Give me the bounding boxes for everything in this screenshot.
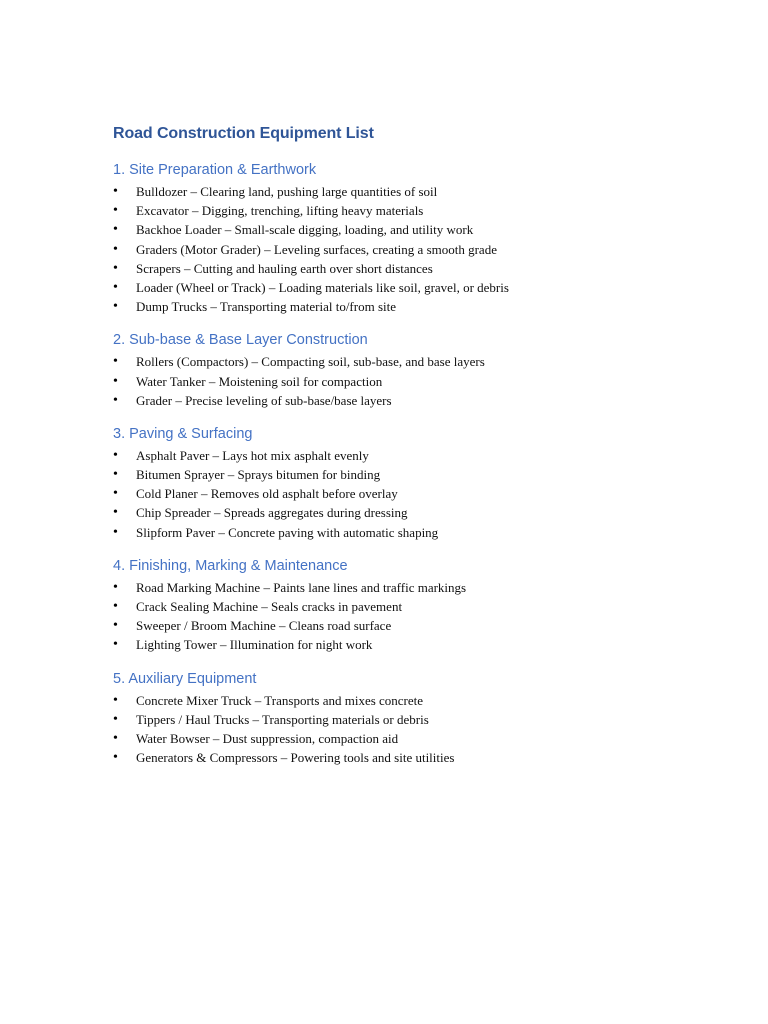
list-item-text: Water Tanker – Moistening soil for compaction	[136, 373, 383, 389]
list-item	[113, 748, 713, 767]
list-item-text: Excavator – Digging, trenching, lifting heavy materials	[136, 203, 424, 219]
section-list	[113, 691, 713, 768]
bullet-icon: •	[113, 222, 118, 238]
section-list	[113, 578, 713, 655]
bullet-icon: •	[113, 730, 118, 746]
section-spacer	[113, 316, 713, 330]
list-item-text: Bitumen Sprayer – Sprays bitumen for binding	[136, 467, 381, 483]
section-spacer	[113, 542, 713, 556]
list-item	[113, 391, 713, 410]
list-item-text: Water Bowser – Dust suppression, compaction aid	[136, 730, 399, 746]
section-spacer	[113, 410, 713, 424]
bullet-icon: •	[113, 241, 118, 257]
list-item	[113, 503, 713, 522]
list-item	[113, 616, 713, 635]
bullet-icon: •	[113, 203, 118, 219]
bullet-icon: •	[113, 447, 118, 463]
list-item	[113, 278, 713, 297]
bullet-icon: •	[113, 637, 118, 653]
list-item-text: Tippers / Haul Trucks – Transporting materials or debris	[136, 711, 429, 727]
section-list	[113, 182, 713, 316]
list-item-text: Slipform Paver – Concrete paving with automatic shaping	[136, 524, 439, 540]
list-item-text: Sweeper / Broom Machine – Cleans road surface	[136, 618, 392, 634]
bullet-icon: •	[113, 579, 118, 595]
section-heading: 4. Finishing, Marking & Maintenance	[113, 557, 348, 574]
bullet-icon: •	[113, 599, 118, 614]
list-item	[113, 182, 713, 201]
bullet-icon: •	[113, 486, 118, 502]
document-title: Road Construction Equipment List	[113, 125, 374, 142]
list-item-text: Crack Sealing Machine – Seals cracks in pavement	[136, 599, 403, 614]
section-heading: 3. Paving & Surfacing	[113, 425, 253, 442]
bullet-icon: •	[113, 299, 118, 315]
list-item	[113, 446, 713, 465]
section-heading: 5. Auxiliary Equipment	[113, 670, 257, 687]
section-heading: 1. Site Preparation & Earthwork	[113, 162, 317, 178]
bullet-icon: •	[113, 260, 118, 276]
list-item	[113, 635, 713, 654]
list-item	[113, 259, 713, 278]
bullet-icon: •	[113, 711, 118, 727]
section-list	[113, 352, 713, 410]
list-item	[113, 523, 713, 542]
bullet-icon: •	[113, 467, 118, 483]
bullet-icon: •	[113, 392, 118, 408]
list-item	[113, 691, 713, 710]
list-item-text: Asphalt Paver – Lays hot mix asphalt evenly	[136, 447, 369, 463]
list-item-text: Generators & Compressors – Powering tools and site utilities	[136, 750, 455, 766]
bullet-icon: •	[113, 692, 118, 708]
list-item	[113, 465, 713, 484]
list-item	[113, 220, 713, 239]
section-heading: 2. Sub-base & Base Layer Construction	[113, 332, 368, 349]
list-item-text: Concrete Mixer Truck – Transports and mixes concrete	[136, 692, 424, 708]
bullet-icon: •	[113, 279, 118, 295]
list-item-text: Grader – Precise leveling of sub-base/base layers	[136, 392, 392, 408]
list-item-text: Cold Planer – Removes old asphalt before overlay	[136, 486, 398, 502]
list-item-text: Dump Trucks – Transporting material to/from site	[136, 299, 396, 315]
list-item-text: Scrapers – Cutting and hauling earth over short distances	[136, 260, 433, 276]
list-item	[113, 297, 713, 316]
list-item-text: Chip Spreader – Spreads aggregates during dressing	[136, 505, 408, 521]
list-item-text: Road Marking Machine – Paints lane lines and traffic markings	[136, 579, 467, 595]
list-item-text: Graders (Motor Grader) – Leveling surfaces, creating a smooth grade	[136, 241, 497, 257]
bullet-icon: •	[113, 184, 118, 199]
list-item	[113, 578, 713, 597]
bullet-icon: •	[113, 750, 118, 766]
bullet-icon: •	[113, 618, 118, 634]
list-item-text: Backhoe Loader – Small-scale digging, loading, and utility work	[136, 222, 474, 238]
sections-container	[113, 160, 713, 767]
bullet-icon: •	[113, 524, 118, 540]
bullet-icon: •	[113, 354, 118, 370]
list-item-text: Bulldozer – Clearing land, pushing large quantities of soil	[136, 184, 438, 199]
list-item	[113, 729, 713, 748]
list-item	[113, 710, 713, 729]
bullet-icon: •	[113, 505, 118, 521]
list-item	[113, 484, 713, 503]
list-item	[113, 240, 713, 259]
document-page	[113, 123, 713, 767]
list-item	[113, 372, 713, 391]
list-item-text: Loader (Wheel or Track) – Loading materials like soil, gravel, or debris	[136, 279, 509, 295]
title-spacer	[113, 145, 713, 160]
section-spacer	[113, 655, 713, 669]
section-list	[113, 446, 713, 542]
list-item-text: Lighting Tower – Illumination for night work	[136, 637, 373, 653]
list-item	[113, 597, 713, 616]
list-item	[113, 201, 713, 220]
list-item-text: Rollers (Compactors) – Compacting soil, sub-base, and base layers	[136, 354, 485, 370]
list-item	[113, 352, 713, 371]
bullet-icon: •	[113, 373, 118, 389]
